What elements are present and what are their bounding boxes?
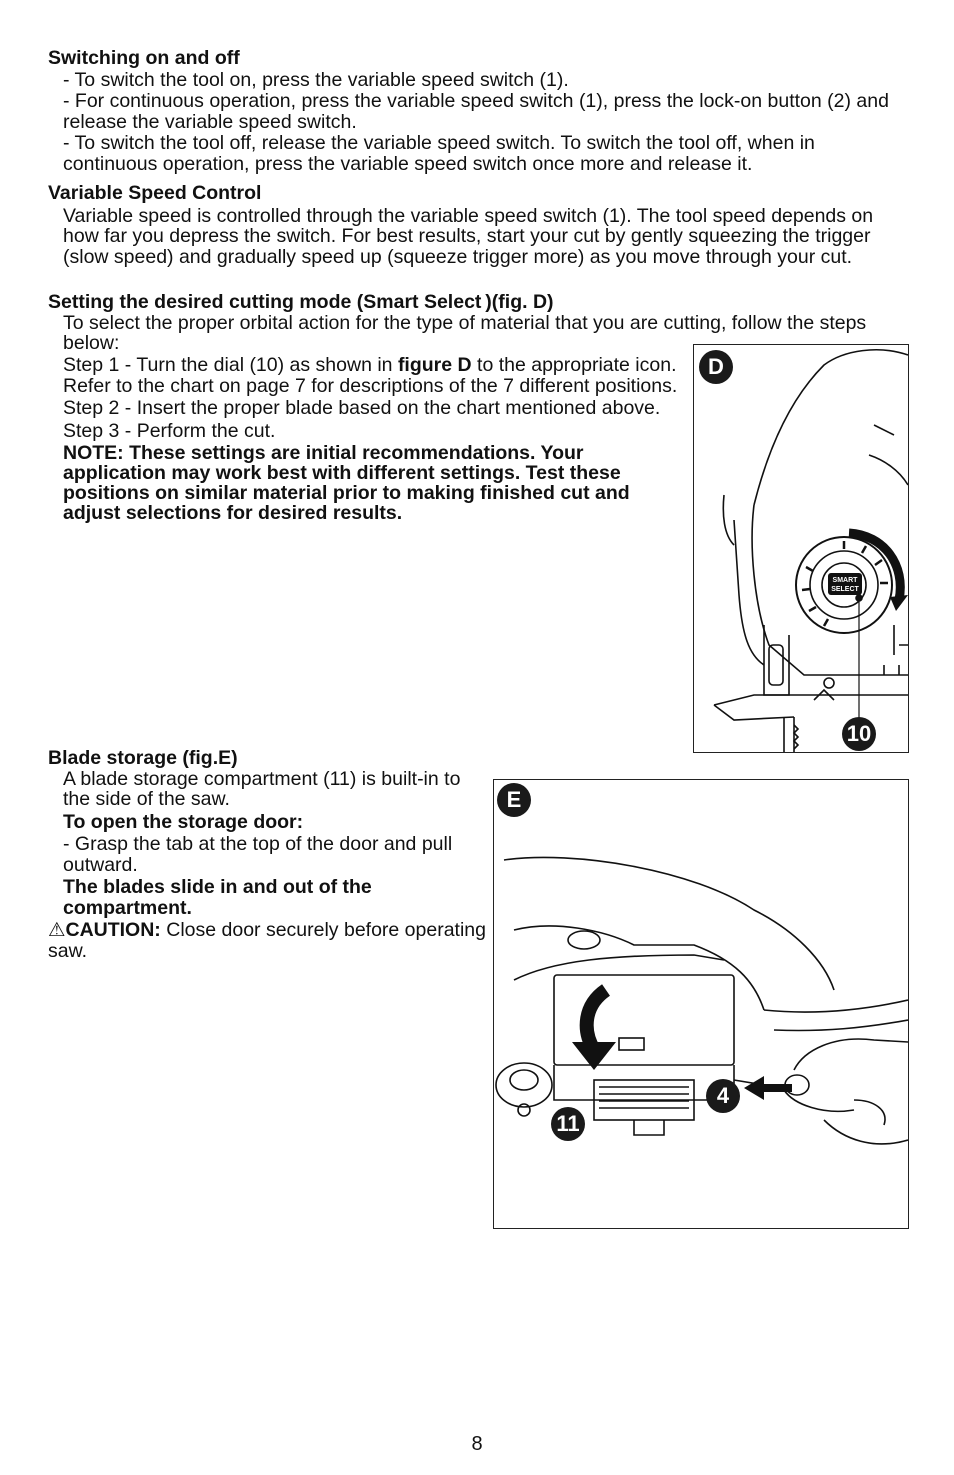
heading-cutting-mode: Setting the desired cutting mode (Smart Select )(fig. D): [48, 291, 554, 313]
open-door-step: - Grasp the tab at the top of the door and pull outward.: [63, 833, 453, 876]
step-1-post: to the appropriate icon. Refer to the chart on page 7 for descriptions of the 7 different positions.: [63, 354, 678, 397]
section-switching: [48, 48, 908, 174]
switching-line-1: - To switch the tool on, press the variable speed switch (1).: [63, 68, 569, 91]
figure-d-label: D: [699, 350, 733, 384]
section-variable-speed: [48, 183, 908, 267]
variable-speed-body: Variable speed is controlled through the variable speed switch (1). The tool speed depends on how far you depress the switch. For best results, start your cut by gently squeezing the trigger (slow speed) and gradually speed up (squeeze trigger more) as you move through your cut.: [63, 204, 874, 268]
heading-switching: Switching on and off: [48, 47, 240, 69]
section-blade-storage: [48, 748, 488, 961]
caution-line: [48, 920, 488, 961]
dial-text-smart: SMART: [832, 577, 858, 584]
open-door-subheading: To open the storage door:: [63, 810, 304, 833]
callout-4: 4: [706, 1079, 740, 1113]
figure-e: [493, 779, 909, 1229]
caution-label: CAUTION:: [65, 919, 161, 941]
step-1-pre: Step 1 - Turn the dial (10) as shown in: [63, 354, 398, 376]
blade-storage-illustration: [494, 780, 908, 1228]
heading-variable-speed: Variable Speed Control: [48, 182, 262, 204]
switching-line-3: - To switch the tool off, release the variable speed switch. To switch the tool off, when in continuous operation, press the variable speed switch once more and release it.: [63, 132, 815, 175]
callout-11: 11: [551, 1107, 585, 1141]
cutting-mode-steps: [48, 355, 688, 523]
blade-storage-body: A blade storage compartment (11) is built-in to the side of the saw.: [63, 767, 461, 810]
caution-text: Close door securely before operating saw.: [48, 919, 486, 962]
heading-blade-storage: Blade storage (fig.E): [48, 747, 238, 769]
blades-slide-note: The blades slide in and out of the compartment.: [63, 876, 372, 919]
step-1: [48, 355, 688, 396]
step-3: Step 3 - Perform the cut.: [63, 419, 276, 442]
cutting-mode-intro: To select the proper orbital action for the type of material that you are cutting, follow the steps below:: [63, 311, 867, 354]
jigsaw-dial-illustration: [694, 345, 908, 752]
step-1-figure-ref: figure D: [397, 354, 472, 376]
callout-10: 10: [842, 717, 876, 751]
dial-text-select: SELECT: [831, 586, 859, 593]
figure-e-label: E: [497, 783, 531, 817]
switching-line-2: - For continuous operation, press the variable speed switch (1), press the lock-on button (2) and release the variable speed switch.: [63, 90, 889, 133]
step-2: Step 2 - Insert the proper blade based on the chart mentioned above.: [63, 397, 661, 419]
page-number: 8: [471, 1433, 483, 1455]
figure-d: [693, 344, 909, 753]
warning-triangle-icon: ⚠: [48, 919, 66, 941]
settings-note: NOTE: These settings are initial recommendations. Your application may work best with different settings. Test these positions on similar material prior to making finished cut and adjust selections for desired results.: [63, 442, 630, 524]
